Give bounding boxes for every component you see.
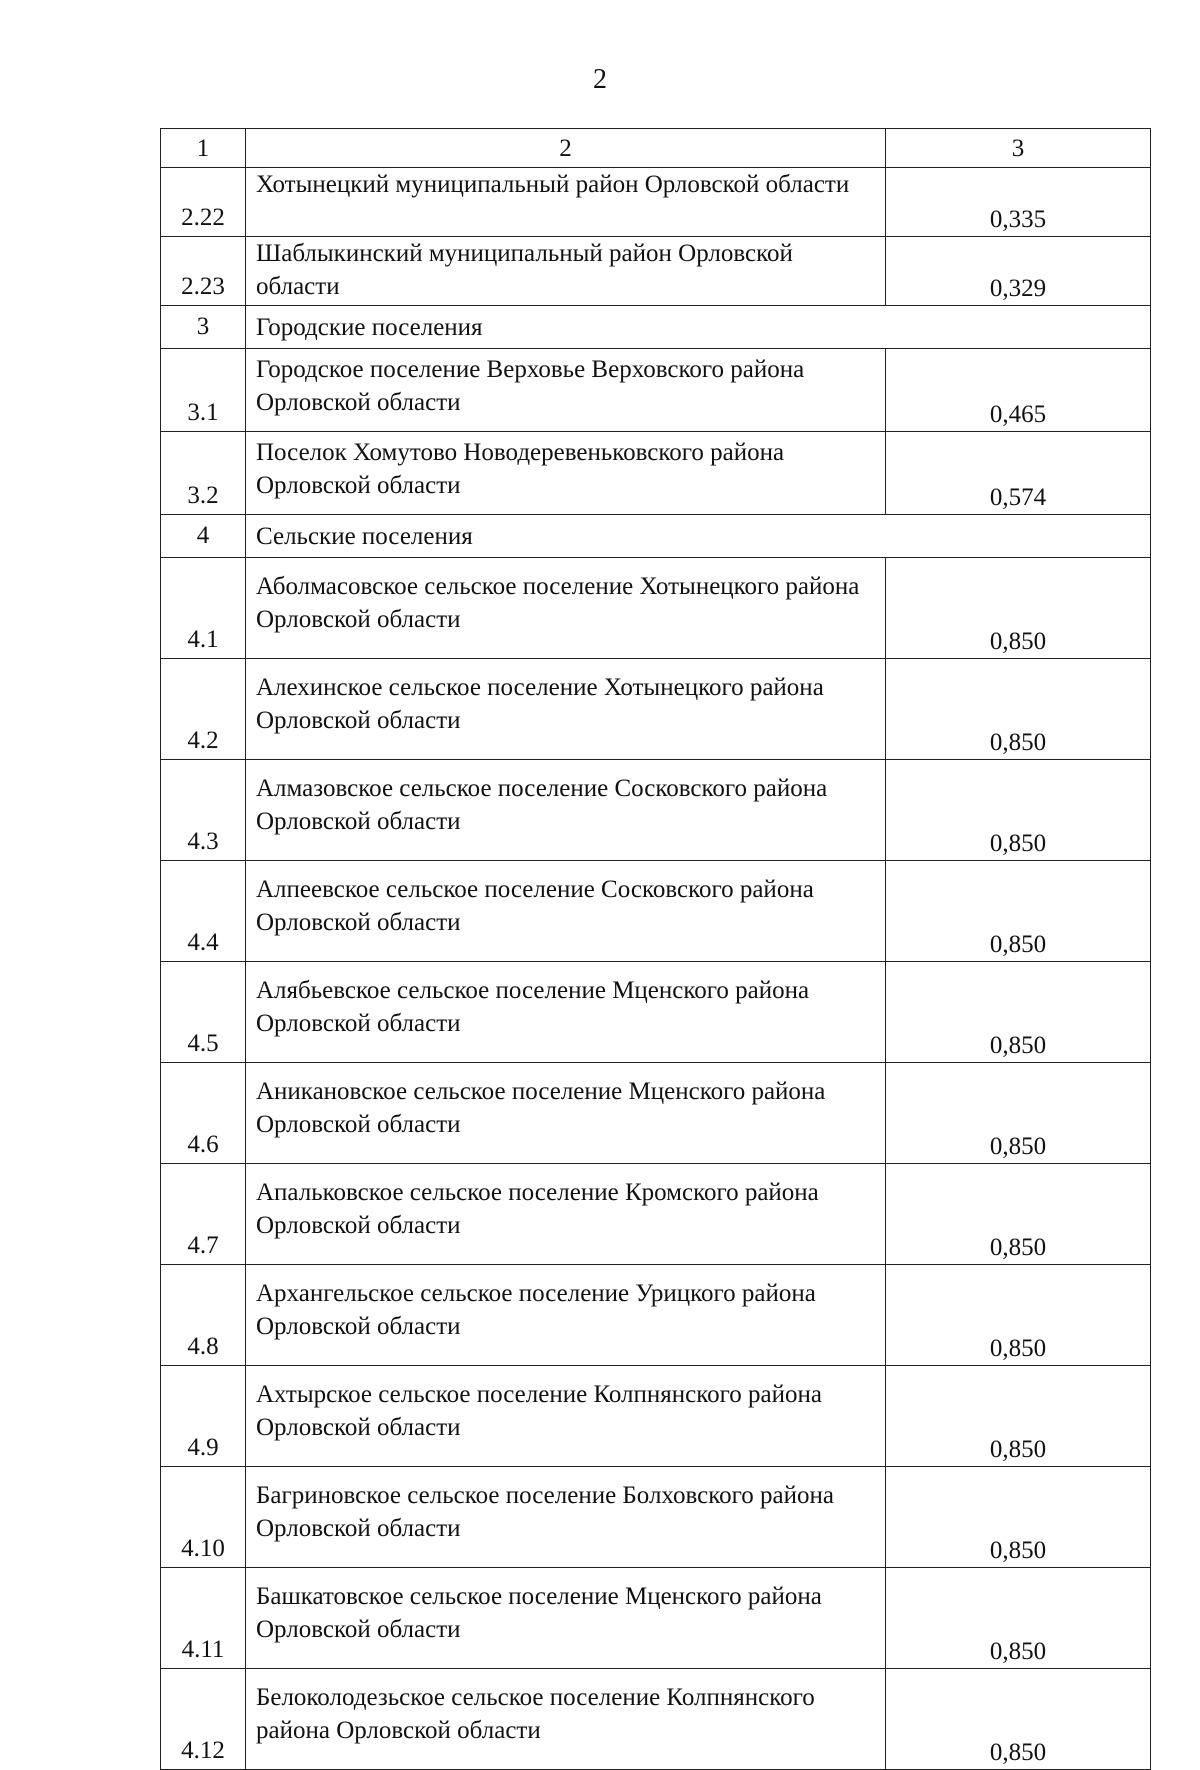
- row-number: 4.8: [161, 1265, 246, 1366]
- coefficient-value: 0,850: [886, 1265, 1151, 1366]
- table-row: [161, 962, 1151, 1063]
- municipality-name: Аникановское сельское поселение Мценского района Орловской области: [246, 1063, 886, 1164]
- table-row: [161, 760, 1151, 861]
- section-title: Сельские поселения: [246, 515, 1151, 558]
- coefficient-value: 0,335: [886, 168, 1151, 237]
- municipality-name: Поселок Хомутово Новодеревеньковского района Орловской области: [246, 432, 886, 515]
- municipality-name: Шаблыкинский муниципальный район Орловской области: [246, 237, 886, 306]
- table-header-row: [161, 129, 1151, 168]
- municipality-name: Городское поселение Верховье Верховского района Орловской области: [246, 349, 886, 432]
- municipality-name: Алмазовское сельское поселение Сосковского района Орловской области: [246, 760, 886, 861]
- table-row: [161, 861, 1151, 962]
- coefficient-value: 0,574: [886, 432, 1151, 515]
- table-row: [161, 1467, 1151, 1568]
- municipality-name: Белоколодезьское сельское поселение Колпнянского района Орловской области: [246, 1669, 886, 1770]
- coefficient-value: 0,850: [886, 861, 1151, 962]
- coefficient-value: 0,850: [886, 659, 1151, 760]
- table-row: [161, 1164, 1151, 1265]
- table-row: [161, 1063, 1151, 1164]
- row-number: 3.2: [161, 432, 246, 515]
- page-number: 2: [593, 64, 607, 95]
- row-number: 4: [161, 515, 246, 558]
- row-number: 4.12: [161, 1669, 246, 1770]
- section-title: Городские поселения: [246, 306, 1151, 349]
- row-number: 4.3: [161, 760, 246, 861]
- table-row: [161, 1669, 1151, 1770]
- table-row: [161, 168, 1151, 237]
- municipality-name: Алпеевское сельское поселение Сосковского района Орловской области: [246, 861, 886, 962]
- row-number: 4.11: [161, 1568, 246, 1669]
- coefficient-value: 0,850: [886, 1366, 1151, 1467]
- row-number: 4.2: [161, 659, 246, 760]
- header-col-2: 2: [246, 129, 886, 168]
- table-row: [161, 558, 1151, 659]
- table-row: [161, 432, 1151, 515]
- municipality-name: Архангельское сельское поселение Урицкого района Орловской области: [246, 1265, 886, 1366]
- municipality-name: Ахтырское сельское поселение Колпнянского района Орловской области: [246, 1366, 886, 1467]
- coefficient-value: 0,329: [886, 237, 1151, 306]
- table-row: [161, 1265, 1151, 1366]
- data-table: [160, 128, 1151, 1770]
- municipality-name: Багриновское сельское поселение Болховского района Орловской области: [246, 1467, 886, 1568]
- row-number: 4.7: [161, 1164, 246, 1265]
- section-row: [161, 515, 1151, 558]
- municipality-name: Алябьевское сельское поселение Мценского района Орловской области: [246, 962, 886, 1063]
- row-number: 4.10: [161, 1467, 246, 1568]
- coefficient-value: 0,850: [886, 1164, 1151, 1265]
- row-number: 3.1: [161, 349, 246, 432]
- row-number: 4.1: [161, 558, 246, 659]
- municipality-name: Хотынецкий муниципальный район Орловской области: [246, 168, 886, 237]
- municipality-name: Аболмасовское сельское поселение Хотынецкого района Орловской области: [246, 558, 886, 659]
- row-number: 4.9: [161, 1366, 246, 1467]
- row-number: 4.6: [161, 1063, 246, 1164]
- municipality-name: Апальковское сельское поселение Кромского района Орловской области: [246, 1164, 886, 1265]
- municipality-name: Башкатовское сельское поселение Мценского района Орловской области: [246, 1568, 886, 1669]
- header-col-1: 1: [161, 129, 246, 168]
- table-row: [161, 237, 1151, 306]
- coefficient-value: 0,850: [886, 962, 1151, 1063]
- coefficient-value: 0,850: [886, 1063, 1151, 1164]
- table-row: [161, 1366, 1151, 1467]
- coefficient-value: 0,850: [886, 1467, 1151, 1568]
- row-number: 2.23: [161, 237, 246, 306]
- coefficient-value: 0,850: [886, 558, 1151, 659]
- row-number: 4.5: [161, 962, 246, 1063]
- coefficient-value: 0,465: [886, 349, 1151, 432]
- row-number: 3: [161, 306, 246, 349]
- header-col-3: 3: [886, 129, 1151, 168]
- section-row: [161, 306, 1151, 349]
- table-row: [161, 1568, 1151, 1669]
- coefficient-value: 0,850: [886, 1669, 1151, 1770]
- table-row: [161, 659, 1151, 760]
- table-body: [161, 129, 1151, 1770]
- coefficient-value: 0,850: [886, 760, 1151, 861]
- municipality-name: Алехинское сельское поселение Хотынецкого района Орловской области: [246, 659, 886, 760]
- table-row: [161, 349, 1151, 432]
- coefficient-value: 0,850: [886, 1568, 1151, 1669]
- row-number: 2.22: [161, 168, 246, 237]
- row-number: 4.4: [161, 861, 246, 962]
